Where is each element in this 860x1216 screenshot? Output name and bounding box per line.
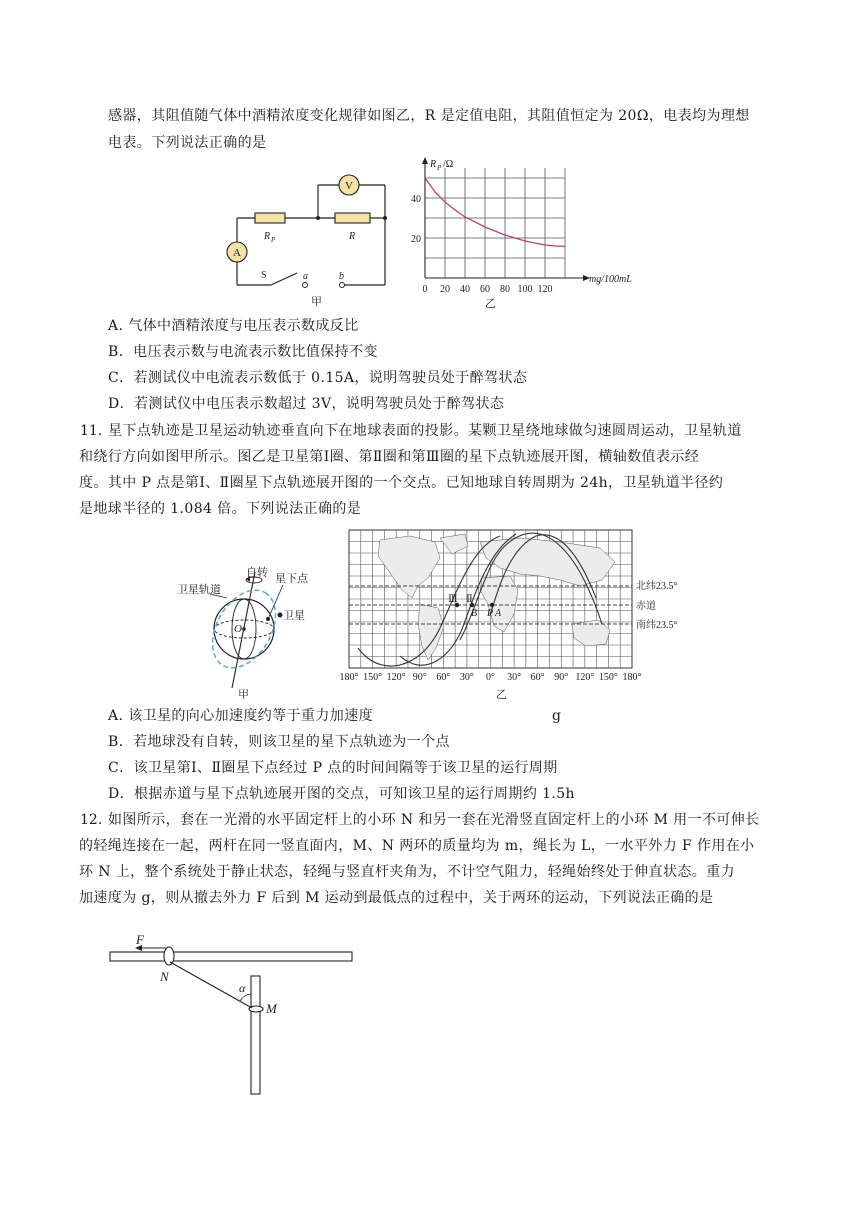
q11-stray-g: g <box>552 708 562 724</box>
q11-option-b: B．若地球没有自转，则该卫星的星下点轨迹为一个点 <box>108 734 450 750</box>
ring-m-label: M <box>266 1001 277 1016</box>
q12-stem-line-4: 加速度为 g，则从撤去外力 F 后到 M 运动到最低点的过程中，关于两环的运动，下列说法正确的是 <box>79 890 714 906</box>
horizontal-rod <box>110 952 352 961</box>
rp-sub: P <box>271 236 276 244</box>
graph-caption: 乙 <box>485 298 496 310</box>
q12-number: 12. <box>80 812 103 828</box>
map-caption: 乙 <box>496 689 507 700</box>
map-lon-tick-label: 60° <box>530 672 545 683</box>
map-lon-tick-label: 120° <box>575 672 595 683</box>
rotation-label: 自转 <box>246 567 268 579</box>
q12-stem-line-2: 的轻绳连接在一起，两杆在同一竖直面内，M、N 两环的质量均为 m，绳长为 L，一水平外力 F 作用在小 <box>79 838 755 854</box>
q10-resistance-graph <box>405 155 670 310</box>
q10-option-b: B．电压表示数与电流表示数比值保持不变 <box>108 344 378 360</box>
map-marker-label: A <box>495 608 502 619</box>
orbit-label: 卫星轨道 <box>177 584 221 596</box>
map-lon-tick-label: 90° <box>412 672 427 683</box>
graph-xtick-label: 0 <box>422 284 428 295</box>
map-marker-label: B <box>471 608 478 619</box>
angle-alpha-label: α <box>239 981 246 995</box>
lat-north-label: 北纬23.5° <box>636 581 678 592</box>
q10-circuit-figure <box>215 165 400 310</box>
q11-option-c: C．该卫星第Ⅰ、Ⅱ圈星下点经过 P 点的时间间隔等于该卫星的运行周期 <box>108 760 558 776</box>
graph-xtick-label: 60 <box>480 284 490 295</box>
circuit-caption: 甲 <box>311 296 322 308</box>
lat-equator-label: 赤道 <box>636 601 656 612</box>
lat-south-label: 南纬23.5° <box>636 620 678 631</box>
graph-xlabel: mg/100mL <box>589 274 632 285</box>
graph-xtick-label: 120 <box>537 284 553 295</box>
r-label: R <box>349 231 356 242</box>
map-lon-tick-label: 90° <box>554 672 569 683</box>
vertical-rod <box>251 976 260 1094</box>
q11-stem-line-3: 度。其中 P 点是第Ⅰ、Ⅱ圈星下点轨迹展开图的一个交点。已知地球自转周期为 24h，卫星轨道半径约 <box>79 475 724 491</box>
map-lon-tick-label: 180° <box>622 672 642 683</box>
map-marker-label: P <box>487 608 494 619</box>
map-lon-tick-label: 120° <box>386 672 406 683</box>
terminal-a: a <box>303 271 308 282</box>
switch-label: S <box>261 270 267 281</box>
q12-rods-figure <box>100 928 370 1098</box>
map-lon-tick-label: 180° <box>340 672 359 683</box>
resistor-r <box>335 213 370 223</box>
ammeter-label: A <box>233 247 241 259</box>
map-marker-label: Ⅱ <box>466 594 473 605</box>
rp-label: R <box>264 231 271 242</box>
subpoint-label: 星下点 <box>275 573 308 585</box>
ring-n <box>164 947 174 965</box>
map-lon-tick-label: 30° <box>507 672 522 683</box>
q11-number: 11. <box>80 423 103 439</box>
q10-option-a: A. 气体中酒精浓度与电压表示数成反比 <box>108 318 359 334</box>
q11-option-d: D．根据赤道与星下点轨迹展开图的交点，可知该卫星的运行周期约 1.5h <box>108 786 575 802</box>
voltmeter-label: V <box>345 180 353 192</box>
map-marker-label: Ⅲ <box>448 594 458 605</box>
map-lon-tick-label: 60° <box>436 672 451 683</box>
map-lon-tick-label: 150° <box>598 672 618 683</box>
graph-xtick-label: 40 <box>460 284 470 295</box>
globe-center-label: O <box>234 623 242 635</box>
satellite-icon <box>278 613 283 618</box>
resistor-rp <box>255 213 285 223</box>
resistance-curve <box>425 178 565 246</box>
q11-orbit-figure <box>172 560 322 700</box>
map-lon-tick-label: 30° <box>459 672 474 683</box>
q11-option-a: A. 该卫星的向心加速度约等于重力加速度 <box>108 708 374 724</box>
q10-intro-line-2: 电表。下列说法正确的是 <box>108 135 267 151</box>
terminal-b: b <box>339 271 344 282</box>
map-lon-tick-label: 150° <box>363 672 383 683</box>
q11-stem-line-4: 是地球半径的 1.084 倍。下列说法正确的是 <box>79 501 362 517</box>
q12-stem-line-1: 如图所示，套在一光滑的水平固定杆上的小环 N 和另一套在光滑竖直固定杆上的小环 M 用一不可伸长 <box>108 812 760 828</box>
graph-xtick-label: 20 <box>440 284 450 295</box>
q11-stem-line-2: 和绕行方向如图甲所示。图乙是卫星第Ⅰ圈、第Ⅱ圈和第Ⅲ圈的星下点轨迹展开图，横轴数值表示经 <box>79 449 700 465</box>
q12-stem-line-3: 环 N 上，整个系统处于静止状态，轻绳与竖直杆夹角为，不计空气阻力，轻绳始终处于伸直状态。重力 <box>79 864 735 880</box>
q11-stem-line-1: 星下点轨迹是卫星运动轨迹垂直向下在地球表面的投影。某颗卫星绕地球做匀速圆周运动，卫星轨道 <box>108 423 742 439</box>
graph-ylabel-sub: P <box>437 164 442 172</box>
graph-ytick-label: 40 <box>411 194 421 205</box>
force-f-label: F <box>136 932 144 947</box>
ring-n-label: N <box>160 969 169 984</box>
graph-ylabel: R <box>430 159 437 170</box>
orbit-caption: 甲 <box>238 689 249 700</box>
graph-xtick-label: 80 <box>500 284 510 295</box>
graph-ytick-label: 20 <box>411 234 421 245</box>
q10-option-c: C．若测试仪中电流表示数低于 0.15A，说明驾驶员处于醉驾状态 <box>108 370 528 386</box>
satellite-label: 卫星 <box>283 610 305 622</box>
q10-option-d: D．若测试仪中电压表示数超过 3V，说明驾驶员处于醉驾状态 <box>108 396 505 412</box>
graph-ylabel-unit: /Ω <box>443 159 454 170</box>
q10-intro-line-1: 感器，其阻值随气体中酒精浓度变化规律如图乙，R 是定值电阻，其阻值恒定为 20Ω，电表均为理想 <box>108 108 750 124</box>
map-lon-tick-label: 0° <box>486 672 495 683</box>
q11-ground-track-map <box>340 528 700 700</box>
graph-xtick-label: 100 <box>517 284 533 295</box>
